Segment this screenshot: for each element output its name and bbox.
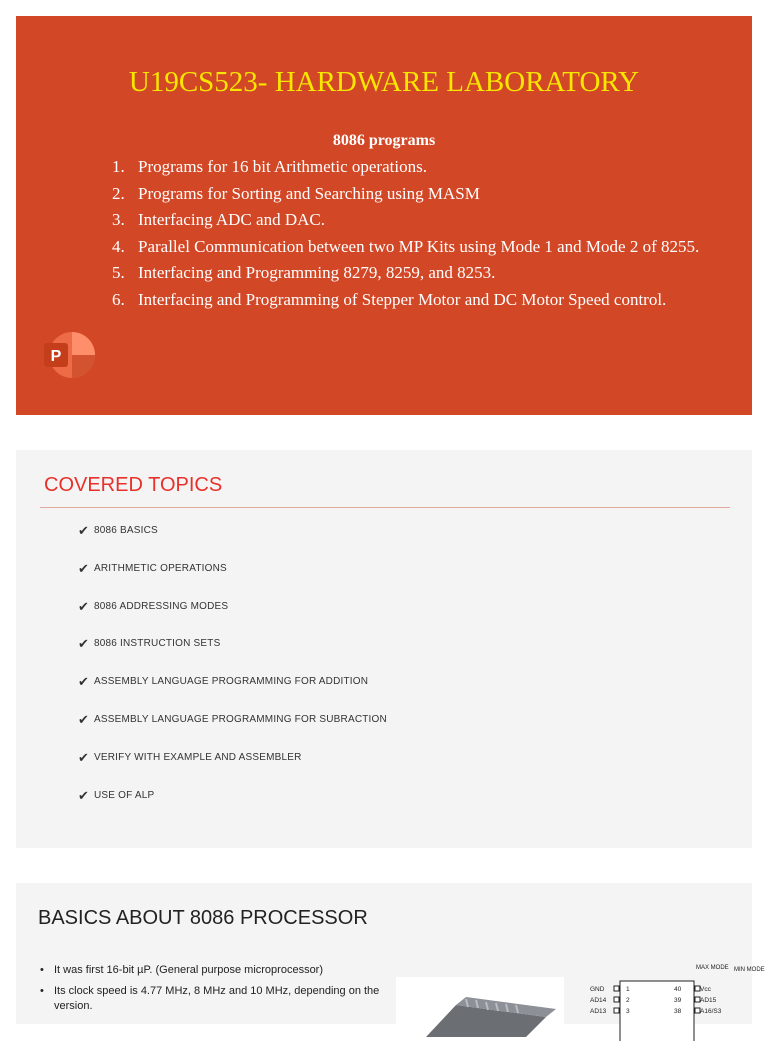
list-item (112, 181, 716, 208)
pin-number: 3 (626, 1008, 630, 1015)
list-text: Programs for Sorting and Searching using MASM (138, 183, 480, 203)
section-heading: COVERED TOPICS (44, 474, 223, 496)
topic-item (78, 637, 387, 675)
powerpoint-icon (42, 330, 98, 380)
topic-text: ARITHMETIC OPERATIONS (94, 562, 227, 574)
list-text: Interfacing and Programming of Stepper Motor and DC Motor Speed control. (138, 289, 667, 309)
slide-1[interactable] (16, 16, 752, 415)
topics-list (78, 524, 387, 826)
topic-text: ASSEMBLY LANGUAGE PROGRAMMING FOR ADDITION (94, 676, 369, 688)
topic-item (78, 751, 387, 789)
pin-label: Vcc (700, 986, 711, 993)
pin-label: GND (590, 986, 605, 993)
list-number: 3. (112, 210, 125, 229)
topic-item (78, 524, 387, 562)
pin-label: AD15 (700, 997, 717, 1004)
topic-item (78, 789, 387, 827)
pin-number: 39 (674, 997, 682, 1004)
topic-item (78, 600, 387, 638)
list-text: Parallel Communication between two MP Kits using Mode 1 and Mode 2 of 8255. (138, 236, 700, 256)
pin-number: 2 (626, 997, 630, 1004)
checkmark-icon: ✔ (78, 787, 90, 803)
checkmark-icon: ✔ (78, 523, 90, 538)
topic-text: 8086 ADDRESSING MODES (94, 600, 229, 612)
pin-number: 40 (674, 986, 682, 993)
checkmark-icon: ✔ (78, 674, 90, 690)
bullet-item: • Its clock speed is 4.77 MHz, 8 MHz and 10 MHz, depending on the version. (40, 984, 390, 1014)
list-item (112, 207, 716, 234)
slide-title: U19CS523- HARDWARE LABORATORY (128, 66, 640, 98)
topic-text: 8086 BASICS (94, 525, 158, 536)
list-number: 1. (112, 157, 125, 176)
pin-label: AD13 (590, 1008, 607, 1015)
pinout-diagram (564, 961, 765, 1041)
topic-item (78, 675, 387, 713)
topic-text: 8086 INSTRUCTION SETS (94, 638, 221, 650)
list-item (112, 234, 716, 261)
list-text: Interfacing ADC and DAC. (138, 210, 325, 229)
list-item (112, 260, 716, 287)
list-item (112, 154, 716, 181)
divider (40, 507, 730, 508)
checkmark-icon: ✔ (78, 749, 90, 765)
max-mode-label: MAX MODE (696, 965, 729, 971)
slide-3[interactable] (16, 883, 765, 1024)
slide-2[interactable] (16, 450, 752, 848)
chip-photo (396, 977, 564, 1037)
topic-text: ASSEMBLY LANGUAGE PROGRAMMING FOR SUBRACTION (94, 713, 387, 725)
powerpoint-letter: P (50, 348, 62, 365)
pin-label: AD14 (590, 997, 607, 1004)
checkmark-icon: ✔ (78, 560, 90, 576)
checkmark-icon: ✔ (78, 598, 90, 614)
pin-number: 1 (626, 986, 630, 993)
slide-subtitle: 8086 programs (332, 132, 436, 149)
list-text: Interfacing and Programming 8279, 8259, and 8253. (138, 263, 496, 282)
list-item (112, 287, 716, 314)
list-number: 6. (112, 289, 125, 309)
list-text: Programs for 16 bit Arithmetic operations. (138, 157, 427, 176)
bullet-item: • It was first 16-bit µP. (General purpose microprocessor) (40, 963, 390, 978)
bullet-list (40, 963, 390, 1020)
checkmark-icon: ✔ (78, 636, 90, 652)
pin-number: 38 (674, 1008, 682, 1015)
list-number: 4. (112, 236, 125, 256)
list-number: 2. (112, 183, 125, 203)
topic-text: USE OF ALP (94, 789, 155, 801)
topic-item (78, 562, 387, 600)
pin-label: A16/S3 (700, 1008, 722, 1015)
list-number: 5. (112, 263, 125, 282)
checkmark-icon: ✔ (78, 711, 90, 727)
program-list (112, 154, 716, 313)
topic-text: VERIFY WITH EXAMPLE AND ASSEMBLER (94, 751, 302, 763)
section-heading: BASICS ABOUT 8086 PROCESSOR (38, 907, 368, 929)
topic-item (78, 713, 387, 751)
min-mode-label: MIN MODE (734, 967, 765, 973)
